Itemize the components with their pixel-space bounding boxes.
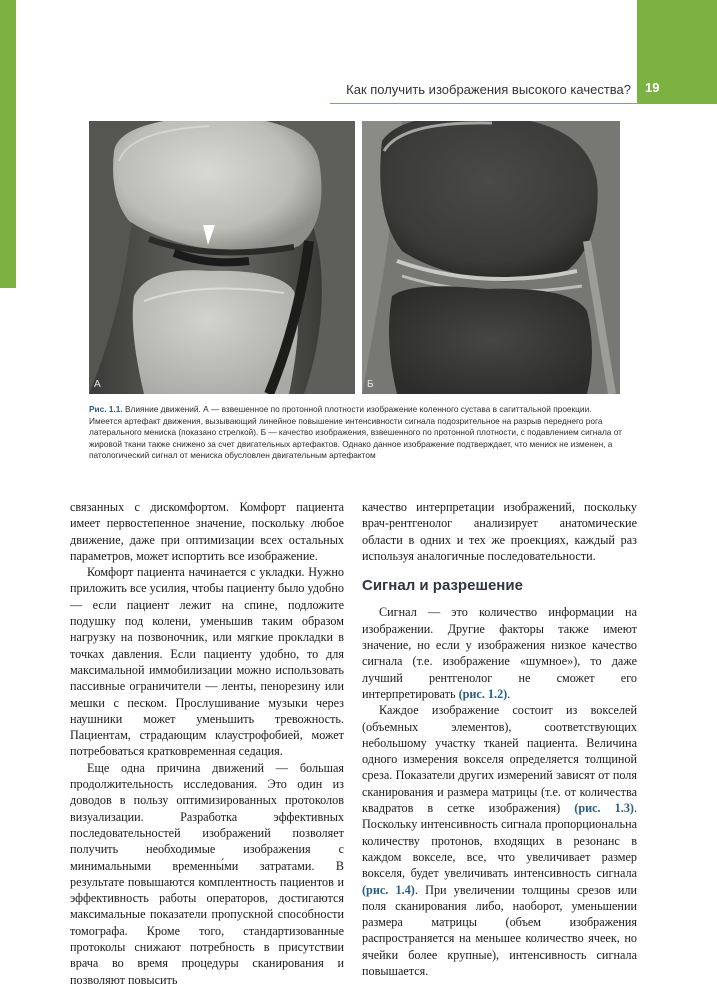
figure-reference-link[interactable]: (рис. 1.4) [362, 882, 415, 897]
figure-caption-label: Рис. 1.1. [89, 404, 123, 414]
figure-reference-link[interactable]: (рис. 1.3) [574, 801, 634, 816]
paragraph [362, 702, 637, 979]
paragraph: связанных с дискомфортом. Комфорт пациента имеет первостепенное значение, поскольку любое движение, даже при оптимизации всех остальных параметров, может испортить все изображение. [70, 500, 344, 563]
paragraph-text: . [507, 686, 511, 701]
figure-caption [89, 404, 622, 462]
header-divider [330, 103, 637, 104]
paragraph [362, 604, 637, 702]
paragraph: качество интерпретации изображений, поскольку врач-рентгенолог анализирует анатомические области в одних и тех же проекциях, каждый раз используя аналогичные последовательности. [362, 500, 637, 563]
image-b-label: Б [367, 379, 374, 390]
side-accent-bar [0, 0, 16, 288]
mri-image-b [362, 121, 620, 394]
figure-reference-link[interactable]: (рис. 1.2) [458, 686, 508, 701]
knee-sagittal-pd-image [89, 121, 355, 394]
left-text-column [70, 499, 344, 988]
mri-image-a [89, 121, 355, 394]
section-heading: Сигнал и разрешение [362, 577, 523, 595]
figure-caption-text: Влияние движений. А — взвешенное по протонной плотности изображение коленного сустава в сагиттальной проекции. Имеется артефакт движения, вызывающий линейное повышение интенсивности сигнала подозрительное на разрыв переднего рога латерального мениска (показано стрелкой). Б — качество изображения, взвешенного по протонной плотности, с подавлением сигнала от жировой ткани также снижено за счет двигательных артефактов. Однако данное изображение подтверждает, что мениск не изменен, а патологический сигнал от мениска обусловлен двигательным артефактом [89, 404, 622, 461]
paragraph-text: . Поскольку интенсивность сигнала пропорциональна количеству протонов, входящих в резонанс в каждом вокселе, все, что увеличивает размер вокселя, будет увеличивать интенсивность сигнала [362, 801, 638, 881]
paragraph: Комфорт пациента начинается с укладки. Нужно приложить все усилия, чтобы пациенту было удобно — если пациент лежит на спине, подложите подушку под колени, уменьшив таким образом нагрузку на позвоночник, или мягкие прокладки в точках давления. Если пациенту удобно, то для максимальной иммобилизации можно использовать пассивные ограничители — ленты, пенорезину или мешки с песком. Прослушивание музыки через наушники может уменьшить тревожность. Пациентам, страдающим клаустрофобией, может потребоваться кратковременная седация. [70, 565, 344, 759]
image-a-label: А [94, 379, 101, 390]
paragraph: Еще одна причина движений — большая продолжительность исследования. Это один из доводов в пользу оптимизированных протоколов визуализации. Разработка эффективных последовательностей изображений позволяет получить необходимые изображения с минимальными временны́ми затратами. В результате повышаются комплентность пациентов и эффективность работы операторов, достигаются максимальные показатели пропускной способности томографа. Кроме того, стандартизованные протоколы снижают потребность в присутствии врача во время процедуры сканирования и позволяют повысить [70, 760, 344, 987]
knee-fat-suppressed-image [362, 121, 620, 394]
running-header-title: Как получить изображения высокого качества? [346, 82, 631, 97]
paragraph-text: Сигнал — это количество информации на изображении. Другие факторы также имеют значение, но если у изображения низкое качество сигнала (т.е. изображение «шумное»), то даже лучший рентгенолог не сможет его интерпретировать [362, 605, 637, 701]
paragraph-text: Каждое изображение состоит из вокселей (объемных элементов), соответствующих небольшому участку тканей пациента. Величина одного измерения вокселя определяется толщиной среза. Показатели других измерений зависят от поля сканирования и размера матрицы (т.е. от количества квадратов в сетке изображения) [362, 703, 637, 816]
right-text-column [362, 499, 637, 979]
paragraph-text: . При увеличении толщины срезов или поля сканирования либо, наоборот, уменьшении размера матрицы (объем изображения распространяется на меньшее количество ячеек, но ячейки более крупные), интенсивность сигнала повышается. [362, 882, 638, 979]
page-number: 19 [645, 80, 660, 95]
